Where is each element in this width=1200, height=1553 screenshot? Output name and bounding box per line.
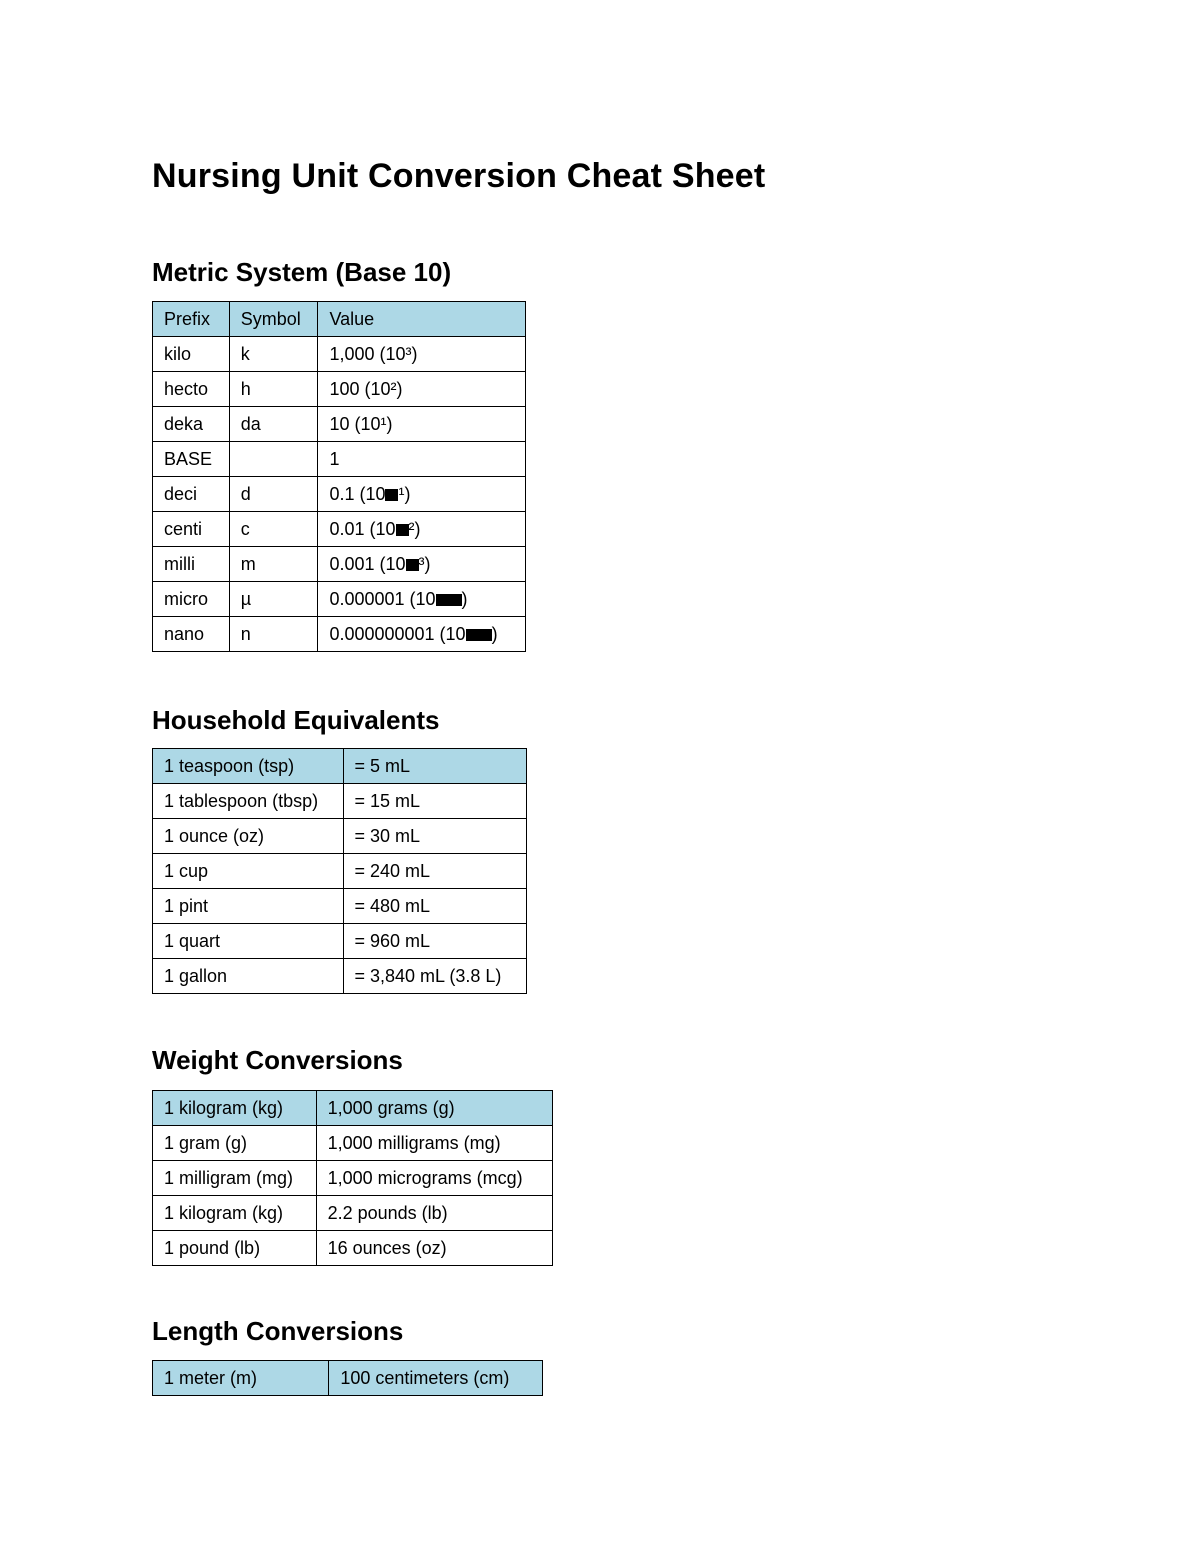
value-text: 0.01 (10: [329, 519, 396, 539]
metric-heading: Metric System (Base 10): [152, 257, 452, 287]
value-text: 10 (10¹): [329, 414, 393, 434]
unit-cell: 1 meter (m): [153, 1361, 329, 1396]
table-row: [153, 582, 526, 617]
unit-cell: 1 kilogram (kg): [153, 1091, 317, 1126]
prefix-cell: BASE: [153, 442, 230, 477]
unit-cell: 1 kilogram (kg): [153, 1196, 317, 1231]
table-row: [153, 512, 526, 547]
equivalent-cell: = 3,840 mL (3.8 L): [343, 959, 527, 994]
missing-glyph-box: [396, 524, 409, 536]
household-table: [152, 748, 527, 994]
length-heading: Length Conversions: [152, 1316, 404, 1346]
value-cell: [318, 442, 526, 477]
table-row: [153, 854, 527, 889]
value-text: 0.001 (10: [329, 554, 406, 574]
symbol-cell: k: [229, 337, 318, 372]
value-text: 0.000000001 (10: [329, 624, 466, 644]
prefix-cell: milli: [153, 547, 230, 582]
prefix-cell: deka: [153, 407, 230, 442]
value-cell: [318, 617, 526, 652]
table-row: [153, 1196, 553, 1231]
value-cell: [318, 372, 526, 407]
equivalent-cell: 100 centimeters (cm): [329, 1361, 543, 1396]
table-row: [153, 959, 527, 994]
table-row: [153, 749, 527, 784]
missing-glyph-box: [479, 629, 492, 641]
missing-glyph-box: [466, 629, 479, 641]
value-cell: [318, 477, 526, 512]
table-row: [153, 784, 527, 819]
equivalent-cell: 1,000 grams (g): [316, 1091, 552, 1126]
equivalent-cell: = 240 mL: [343, 854, 527, 889]
symbol-cell: d: [229, 477, 318, 512]
value-cell: [318, 582, 526, 617]
value-cell: [318, 407, 526, 442]
value-text: 0.1 (10: [329, 484, 386, 504]
table-row: [153, 407, 526, 442]
symbol-cell: c: [229, 512, 318, 547]
table-row: [153, 547, 526, 582]
table-row: [153, 1091, 553, 1126]
table-row: [153, 924, 527, 959]
missing-glyph-box: [436, 594, 449, 606]
unit-cell: 1 quart: [153, 924, 344, 959]
prefix-cell: hecto: [153, 372, 230, 407]
prefix-cell: centi: [153, 512, 230, 547]
prefix-cell: kilo: [153, 337, 230, 372]
unit-cell: 1 cup: [153, 854, 344, 889]
value-exponent: ): [461, 589, 468, 609]
value-cell: [318, 512, 526, 547]
unit-cell: 1 milligram (mg): [153, 1161, 317, 1196]
value-cell: [318, 547, 526, 582]
header-value: Value: [318, 302, 526, 337]
value-exponent: ³): [418, 554, 431, 574]
symbol-cell: m: [229, 547, 318, 582]
equivalent-cell: 2.2 pounds (lb): [316, 1196, 552, 1231]
symbol-cell: h: [229, 372, 318, 407]
value-text: 100 (10²): [329, 379, 403, 399]
header-symbol: Symbol: [229, 302, 318, 337]
unit-cell: 1 ounce (oz): [153, 819, 344, 854]
weight-table: [152, 1090, 553, 1266]
equivalent-cell: 1,000 milligrams (mg): [316, 1126, 552, 1161]
unit-cell: 1 gallon: [153, 959, 344, 994]
length-table: [152, 1360, 543, 1396]
table-row: [153, 337, 526, 372]
table-row: [153, 617, 526, 652]
table-header-row: [153, 302, 526, 337]
value-text: 1,000 (10³): [329, 344, 418, 364]
symbol-cell: da: [229, 407, 318, 442]
page-title: Nursing Unit Conversion Cheat Sheet: [152, 157, 766, 195]
table-row: [153, 1126, 553, 1161]
equivalent-cell: 1,000 micrograms (mcg): [316, 1161, 552, 1196]
unit-cell: 1 teaspoon (tsp): [153, 749, 344, 784]
table-row: [153, 1161, 553, 1196]
header-prefix: Prefix: [153, 302, 230, 337]
table-row: [153, 889, 527, 924]
equivalent-cell: = 480 mL: [343, 889, 527, 924]
household-heading: Household Equivalents: [152, 705, 440, 735]
value-exponent: ): [491, 624, 498, 644]
metric-table: [152, 301, 526, 652]
equivalent-cell: 16 ounces (oz): [316, 1231, 552, 1266]
unit-cell: 1 tablespoon (tbsp): [153, 784, 344, 819]
weight-heading: Weight Conversions: [152, 1045, 403, 1075]
equivalent-cell: = 30 mL: [343, 819, 527, 854]
equivalent-cell: = 15 mL: [343, 784, 527, 819]
unit-cell: 1 gram (g): [153, 1126, 317, 1161]
table-row: [153, 442, 526, 477]
missing-glyph-box: [385, 489, 398, 501]
symbol-cell: n: [229, 617, 318, 652]
value-text: 0.000001 (10: [329, 589, 436, 609]
value-exponent: ²): [408, 519, 421, 539]
table-row: [153, 819, 527, 854]
value-text: 1: [329, 449, 340, 469]
value-cell: [318, 337, 526, 372]
table-row: [153, 372, 526, 407]
symbol-cell: [229, 442, 318, 477]
value-exponent: ¹): [398, 484, 411, 504]
prefix-cell: deci: [153, 477, 230, 512]
prefix-cell: nano: [153, 617, 230, 652]
equivalent-cell: = 960 mL: [343, 924, 527, 959]
table-row: [153, 1361, 543, 1396]
table-row: [153, 477, 526, 512]
table-row: [153, 1231, 553, 1266]
symbol-cell: µ: [229, 582, 318, 617]
unit-cell: 1 pint: [153, 889, 344, 924]
missing-glyph-box: [406, 559, 419, 571]
missing-glyph-box: [449, 594, 462, 606]
equivalent-cell: = 5 mL: [343, 749, 527, 784]
unit-cell: 1 pound (lb): [153, 1231, 317, 1266]
prefix-cell: micro: [153, 582, 230, 617]
